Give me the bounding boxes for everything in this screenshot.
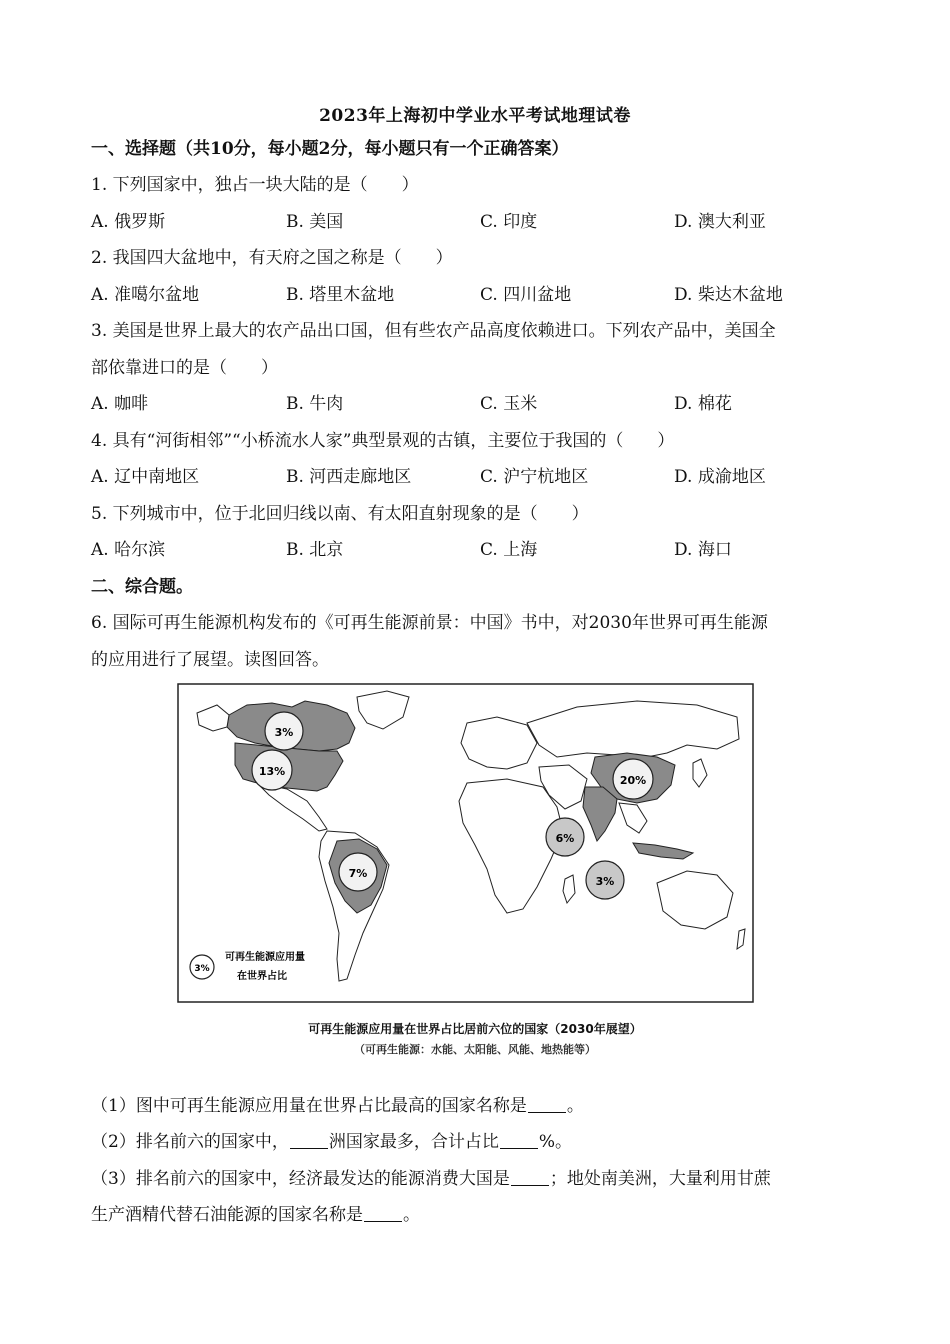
sub-question-2-mid: 洲国家最多，合计占比	[328, 1132, 499, 1152]
circle-india-label: 6%	[555, 832, 575, 845]
circle-canada-label: 3%	[274, 726, 294, 739]
answer-blank[interactable]	[500, 1134, 538, 1149]
answer-blank[interactable]	[364, 1207, 402, 1222]
q1-option-a: A. 俄罗斯	[91, 212, 166, 232]
q4-option-a: A. 辽中南地区	[91, 467, 200, 487]
q5-option-d: D. 海口	[674, 540, 732, 560]
question-6-stem-line2: 的应用进行了展望。读图回答。	[91, 650, 329, 670]
sub-question-2	[91, 1131, 572, 1153]
q3-option-a: A. 咖啡	[91, 394, 149, 414]
question-4-stem: 4. 具有“河街相邻”“小桥流水人家”典型景观的古镇，主要位于我国的（ ）	[91, 431, 675, 451]
q5-option-a: A. 哈尔滨	[91, 540, 166, 560]
answer-blank[interactable]	[511, 1171, 549, 1186]
q2-option-a: A. 准噶尔盆地	[91, 285, 200, 305]
q2-option-c: C. 四川盆地	[480, 285, 572, 305]
q4-option-c: C. 沪宁杭地区	[480, 467, 589, 487]
sub-question-3-line2-text: 生产酒精代替石油能源的国家名称是	[91, 1205, 363, 1225]
sub-question-2-end: %。	[538, 1132, 572, 1152]
section-1-heading: 一、选择题（共10分，每小题2分，每小题只有一个正确答案）	[91, 139, 569, 159]
question-1-stem: 1. 下列国家中，独占一块大陆的是（ ）	[91, 175, 419, 195]
q2-option-b: B. 塔里木盆地	[286, 285, 395, 305]
circle-china-label: 20%	[619, 774, 647, 787]
circle-brazil-label: 7%	[348, 867, 368, 880]
section-2-heading: 二、综合题。	[91, 577, 193, 597]
map-caption: 可再生能源应用量在世界占比居前六位的国家（2030年展望）	[308, 1022, 642, 1036]
answer-blank[interactable]	[290, 1134, 328, 1149]
q1-option-c: C. 印度	[480, 212, 538, 232]
question-6-stem-line1: 6. 国际可再生能源机构发布的《可再生能源前景：中国》书中，对2030年世界可再生能源	[91, 613, 768, 633]
circle-usa	[252, 750, 292, 790]
q5-option-b: B. 北京	[286, 540, 344, 560]
question-3-stem-line2: 部依靠进口的是（ ）	[91, 358, 278, 378]
circle-usa-label: 13%	[258, 765, 286, 778]
answer-blank[interactable]	[528, 1098, 566, 1113]
q4-option-b: B. 河西走廊地区	[286, 467, 412, 487]
question-2-stem: 2. 我国四大盆地中，有天府之国之称是（ ）	[91, 248, 453, 268]
q3-option-b: B. 牛肉	[286, 394, 344, 414]
sub-question-1-text: （1）图中可再生能源应用量在世界占比最高的国家名称是	[91, 1096, 527, 1116]
world-map-figure	[177, 683, 754, 1003]
question-5-stem: 5. 下列城市中，位于北回归线以南、有太阳直射现象的是（ ）	[91, 504, 589, 524]
sub-question-3-end: 。	[403, 1205, 420, 1225]
sub-question-2-text: （2）排名前六的国家中，	[91, 1132, 289, 1152]
circle-brazil	[339, 853, 377, 891]
q1-option-b: B. 美国	[286, 212, 344, 232]
q1-option-d: D. 澳大利亚	[674, 212, 766, 232]
circle-india	[546, 818, 584, 856]
q2-option-d: D. 柴达木盆地	[674, 285, 783, 305]
legend-line2: 在世界占比	[237, 971, 287, 982]
legend-line1: 可再生能源应用量	[225, 952, 305, 963]
sub-question-1	[91, 1095, 584, 1117]
world-map	[177, 683, 754, 1003]
sub-question-3-mid: ；地处南美洲，大量利用甘蔗	[549, 1169, 771, 1189]
page-title: 2023年上海初中学业水平考试地理试卷	[319, 106, 631, 126]
sub-question-3-text: （3）排名前六的国家中，经济最发达的能源消费大国是	[91, 1169, 510, 1189]
question-3-stem-line1: 3. 美国是世界上最大的农产品出口国，但有些农产品高度依赖进口。下列农产品中，美国全	[91, 321, 776, 341]
circle-china	[613, 759, 653, 799]
q5-option-c: C. 上海	[480, 540, 538, 560]
sub-question-3-line2	[91, 1204, 420, 1226]
q3-option-d: D. 棉花	[674, 394, 732, 414]
q4-option-d: D. 成渝地区	[674, 467, 766, 487]
legend-circle-label: 3%	[194, 964, 210, 974]
map-caption-note: （可再生能源：水能、太阳能、风能、地热能等）	[354, 1043, 596, 1056]
circle-canada	[265, 712, 303, 750]
sub-question-1-end: 。	[566, 1096, 584, 1116]
sub-question-3	[91, 1168, 771, 1190]
circle-indonesia-label: 3%	[595, 875, 615, 888]
q3-option-c: C. 玉米	[480, 394, 538, 414]
circle-indonesia	[586, 861, 624, 899]
